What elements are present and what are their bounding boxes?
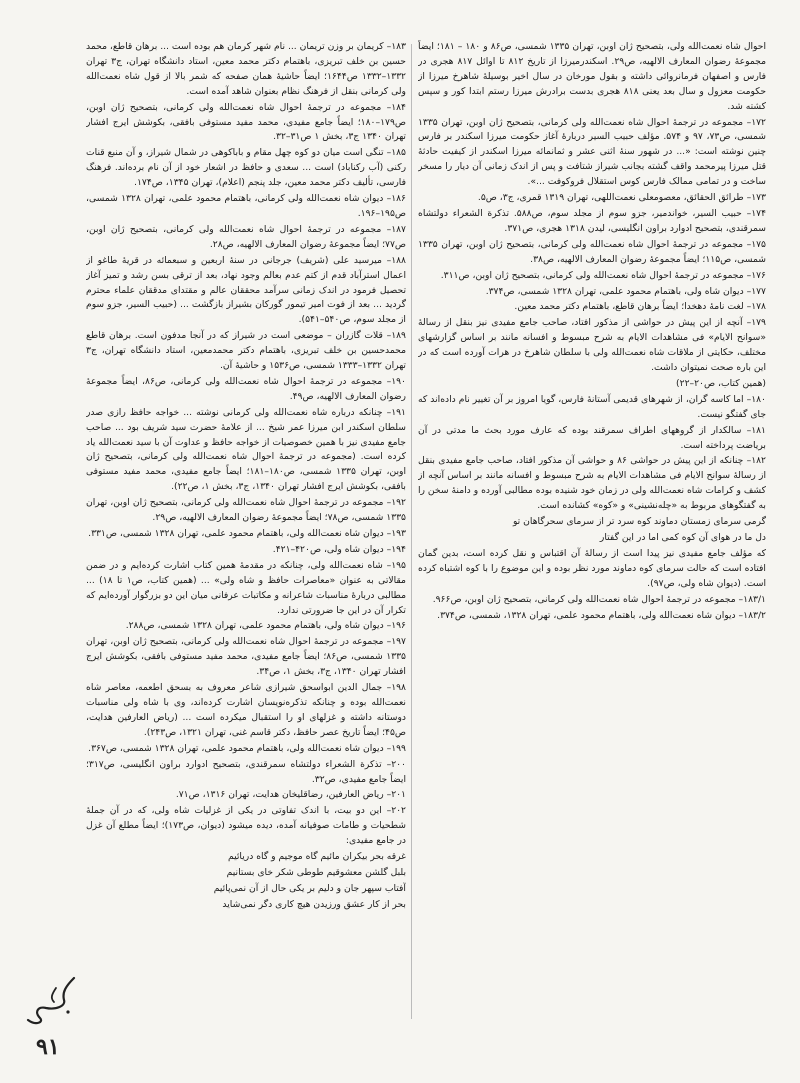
right-column-footnote: گرمی سرمای زمستان دماوند کوه سرد تر از سرمای سحرگاهان تو	[512, 516, 766, 528]
left-column-footnote: ۱۸۳– کریمان بر وزن تریمان ... نام شهر کرمان هم بوده است ... برهان قاطع، محمد حسین بن خلف تبریزی، باهتمام دکتر محمد معین، استاد دانشگاه تهران، ج۳ تهران ۱۳۳۲–۱۳۳۲ ص۱۶۴۴؛ ایضاً حاشیهٔ همان صفحه که شمر بالا از قول شاه نعمت‌الله ولی کرمانی بنقل از فرهنگ نظام بعنوان شاهد آمده است.	[86, 41, 406, 97]
left-column-footnote: بلبل گلشن معشوقیم طوطی شکر خای بستانیم	[226, 866, 406, 878]
left-column-footnote: ۱۹۰– مجموعه در ترجمهٔ احوال شاه نعمت‌الله ولی کرمانی، ص۸۶، ایضاً مجموعهٔ رضوان المعارف الالهیه، ص۴۹.	[86, 375, 406, 402]
left-column-footnote: ۱۹۴– دیوان شاه ولی، ص۴۲۰–۴۲۱.	[272, 543, 406, 555]
page-number: ۹۱	[36, 1034, 60, 1060]
left-column-footnote: ۲۰۲– این دو بیت، با اندک تفاوتی در یکی از غزلیات شاه ولی، که در آن جملهٔ شطحیات و طامات صوفیانه آمده، دیده میشود (دیوان، ص۱۷۳)؛ ایضاً مطلع آن غزل در جامع مفیدی:	[86, 805, 406, 847]
left-column-footnote: ۲۰۰– تذکرة الشعراء دولتشاه سمرقندی، بتصحیح ادوارد براون انگلیسی، ص۳۱۷؛ ایضاً جامع مفیدی، ص۳۲.	[86, 758, 406, 785]
left-column-footnote: ۱۸۸– میرسید علی (شریف) جرجانی در سنهٔ اربعین و سبعمائه در قریهٔ طاغو از اعمال استرآباد قدم از کتم عدم بعالم وجود نهاد، بعد از ترقی بسن رشد و تمیز آغاز تحصیل فرمود در اندک زمانی سرآمد محققان عالم و مقتدای مدققان علماء محترم گردید ... بعد از فوت امیر تیمور گورکان بشیراز بازگشت ... (حبیب السیر، جزو سوم از مجلد سوم، ص۵۴۰–۵۴۱).	[86, 254, 406, 326]
kerman-signature-logo	[16, 970, 86, 1030]
right-column-footnote: ۱۷۴– حبیب السیر، خواندمیر، جزو سوم از مجلد سوم، ص۵۸۸. تذکرة الشعراء دولتشاه سمرقندی، بتصحیح ادوارد براون انگلیسی، لیدن ۱۳۱۸ هجری، ص۳۷۱.	[418, 207, 766, 234]
left-column-footnote: ۱۹۵– شاه نعمت‌الله ولی، چنانکه در مقدمهٔ همین کتاب اشارت کرده‌ایم و در ضمن مقالاتی به عنوان «معاصرات حافظ و شاه ولی» ... (همین کتاب، ص۱ تا ۱۸) ... مطالبی دربارهٔ مناسبات شاعرانه و مکاتبات عرفانی میان این دو بزرگوار آورده‌ایم که تکرار آن در این جا ضرورتی ندارد.	[86, 559, 406, 616]
left-column-footnote: غرقه بحر بیکران مائیم گاه موجیم و گاه دریائیم	[227, 851, 406, 863]
left-column-footnote: آفتاب سپهر جان و دلیم بر یکی حال از آن نمی‌پائیم	[213, 882, 406, 894]
right-column-footnote: احوال شاه نعمت‌الله ولی، بتصحیح ژان اوبن، تهران ۱۳۳۵ شمسی، ص۸۶ و ۱۸۰ – ۱۸۱؛ ایضاً مجموعهٔ رضوان المعارف الالهیه، ص۲۹. اسکندرمیرزا از تاریخ ۸۱۲ تا اوائل ۸۱۷ هجری در فارس و اصفهان فرمانروائی داشته و بقول مورخان در سال اخیر بوسیلهٔ شاهرخ میرزا از حکومت معزول و سال بعد یعنی ۸۱۸ هجری بدست برادرش میرزا رستم ابتدا کور و سپس کشته شد.	[418, 41, 766, 112]
left-column	[86, 40, 406, 1025]
right-column-footnote: ۱۷۸– لغت نامهٔ دهخدا؛ ایضاً برهان قاطع، باهتمام دکتر محمد معین.	[514, 301, 766, 313]
right-column-footnote: ۱۷۳– طرائق الحقائق، معصومعلی نعمت‌اللهی، تهران ۱۳۱۹ قمری، ج۳، ص۵.	[477, 192, 766, 204]
left-column-footnote: ۱۸۷– مجموعه در ترجمهٔ احوال شاه نعمت‌الله ولی کرمانی، بتصحیح ژان اوبن، ص۷۷؛ ایضاً مجموعهٔ رضوان المعارف الالهیه، ص۲۸.	[86, 223, 406, 250]
left-column-footnote: ۱۹۱– چنانکه درباره شاه نعمت‌الله ولی کرمانی نوشته ... خواجه حافظ رازی صدر سلطان اسکندر ابن میرزا عمر شیخ ... از علامهٔ حضرت سید شریف بود ... صاحب جامع مفیدی نیز با همین خصوصیات از خواجه حافظ و عداوت آن با سید نعمت‌الله یاد کرده است. (مجموعه در ترجمهٔ احوال شاه نعمت‌الله ولی کرمانی، بتصحیح ژان اوبن، تهران ۱۳۳۵ شمسی، ص۱۸۰–۱۸۱؛ ایضاً جامع مفیدی، محمد مفید مستوفی بافقی، بکوشش ایرج افشار تهران ۱۳۴۰، ج۳، بخش ۱، ص۲۲).	[86, 406, 406, 493]
left-column-footnote: ۱۸۵– تنگی است میان دو کوه چهل مقام و باباکوهی در شمال شیراز، و آن منبع قنات رکنی (آب رکناباد) است ... سعدی و حافظ در اشعار خود از آن نام برده‌اند. فرهنگ فارسی، تألیف دکتر محمد معین، جلد پنجم (اعلام)، تهران ۱۳۴۵، ص۱۷۴.	[86, 147, 406, 189]
left-column-footnote: ۱۸۹– قلات گازران – موضعی است در شیراز که در آنجا مدفون است. برهان قاطع محمدحسین بن خلف تبریزی، باهتمام دکتر محمدمعین، استاد دانشگاه تهران، ج۳ تهران ۱۳۳۲–۱۳۳۳ شمسی، ص۱۵۳۶ و حاشیهٔ آن.	[86, 330, 406, 372]
column-divider	[411, 44, 412, 1019]
left-column-footnote: ۱۸۴– مجموعه در ترجمهٔ احوال شاه نعمت‌الله ولی کرمانی، بتصحیح ژان اوبن، ص۱۷۹–۱۸۰؛ ایضاً جامع مفیدی، محمد مفید مستوفی بافقی، بکوشش ایرج افشار تهران ۱۳۴۰ ج۳، بخش ۱ ص۳۱–۳۲.	[86, 101, 406, 143]
right-column-footnote: ۱۷۹– آنچه از این پیش در حواشی از مذکور افتاد، صاحب جامع مفیدی نیز بنقل از رسالهٔ «سوانح الایام» فی مشاهدات الایام به شرح مبسوط و افسانه مانند بر اساس گزارشهای مختلف، حکایتی از ملاقات شاه نعمت‌الله ولی با سلطان شاهرخ در هرات آورده است که در این باره صحت نمیتوان داشت.	[418, 317, 766, 374]
right-column-footnote: ۱۸۳/۲– دیوان شاه نعمت‌الله ولی، باهتمام محمود علمی، تهران ۱۳۲۸، شمسی، ص۳۷۴.	[437, 609, 766, 621]
right-column-footnote: ۱۸۰– اما کاسه گران، از شهرهای قدیمی آستانهٔ فارس، گویا امروز بر آن تغییر نام داده‌اند که جای گفتگو نیست.	[418, 393, 766, 420]
left-column-footnote: ۱۹۸– جمال الدین ابواسحق شیرازی شاعر معروف به بسحق اطعمه، معاصر شاه نعمت‌الله بوده و چنانکه تذکره‌نویسان اشارت کرده‌اند، وی با شاه ولی مناسبات دوستانه داشته و غزلهای او را استقبال میکرده است ... (ریاض العارفین هدایت، ص۴۵؛ ایضاً تاریخ عصر حافظ، دکتر قاسم غنی، تهران ۱۳۲۱، ص۲۴۳).	[86, 682, 406, 738]
right-column-footnote: ۱۷۲– مجموعه در ترجمهٔ احوال شاه نعمت‌الله ولی کرمانی، بتصحیح ژان اوبن، تهران ۱۳۳۵ شمسی، ص۷۳، ۹۷ و ۵۷۴. مؤلف حبیب السیر دربارهٔ آغاز حکومت میرزا اسکندر بر فارس چنین نوشته است: «... در شهور سنهٔ اثنی عشر و ثمانمائه میرزا اسکندر از کیفیت حادثهٔ قتل میرزا پیرمحمد واقف گشته بجانب شیراز شتافت و پس از اندک زمانی آن دیار را مسخر ساخت و در تمامی ممالک فارس کوس استقلال فروکوفت ...».	[418, 116, 766, 188]
right-column-footnote: ۱۸۳/۱– مجموعه در ترجمهٔ احوال شاه نعمت‌الله ولی کرمانی، بتصحیح ژان اوبن، ص۹۶۶.	[432, 593, 766, 605]
right-column-footnote: که مؤلف جامع مفیدی نیز پیدا است از رسالهٔ آن اقتباس و نقل کرده است، بدین گمان افتاده است که حالت سرمای کوه دماوند مورد نظر بوده و این موضوع را با کوه اشتباه کرده است. (دیوان شاه ولی، ص۹۷).	[418, 547, 766, 589]
left-column-footnote: ۱۹۶– دیوان شاه ولی، باهتمام محمود علمی، تهران ۱۳۲۸ شمسی، ص۲۸۸.	[125, 620, 406, 632]
right-column-footnote: ۱۷۷– دیوان شاه ولی، باهتمام محمود علمی، تهران ۱۳۲۸ شمسی، ص۳۷۴.	[485, 285, 766, 297]
left-column-footnote: ۱۹۲– مجموعه در ترجمهٔ احوال شاه نعمت‌الله ولی کرمانی، بتصحیح ژان اوبن، تهران ۱۳۳۵ شمسی، ص۷۸؛ ایضاً مجموعهٔ رضوان المعارف الالهیه، ص۲۹.	[86, 497, 406, 524]
left-column-footnote: بحر از کار عشق ورزیدن هیچ کاری دگر نمی‌شاید	[222, 898, 406, 910]
right-column-footnote: (همین کتاب، ص۲۰–۲۲)	[676, 377, 766, 389]
left-column-footnote: ۲۰۱– ریاض العارفین، رضاقلیخان هدایت، تهران ۱۳۱۶، ص۷۱.	[175, 789, 406, 801]
right-column-footnote: ۱۷۵– مجموعه در ترجمهٔ احوال شاه نعمت‌الله ولی کرمانی، بتصحیح ژان اوبن، تهران ۱۳۳۵ شمسی، ص۱۱۵؛ ایضاً مجموعهٔ رضوان المعارف الالهیه، ص۳۸.	[418, 238, 766, 265]
right-column-footnote: ۱۷۶– مجموعه در ترجمهٔ احوال شاه نعمت‌الله ولی کرمانی، بتصحیح ژان اوبن، ص۳۱۱.	[440, 269, 766, 281]
left-column-footnote: ۱۹۷– مجموعه در ترجمهٔ احوال شاه نعمت‌الله ولی کرمانی، بتصحیح ژان اوبن، تهران ۱۳۳۵ شمسی، ص۸۶؛ ایضاً جامع مفیدی، محمد مفید مستوفی بافقی، بکوشش ایرج افشار تهران ۱۳۴۰، ج۳، بخش ۱، ص۳۴.	[86, 636, 406, 678]
left-column-footnote: ۱۸۶– دیوان شاه نعمت‌الله ولی کرمانی، باهتمام محمود علمی، تهران ۱۳۲۸ شمسی، ص۱۹۵–۱۹۶.	[86, 193, 406, 219]
left-column-footnote: ۱۹۳– دیوان شاه نعمت‌الله ولی، باهتمام محمود علمی، تهران ۱۳۲۸ شمسی، ص۳۳۱.	[88, 528, 406, 539]
right-column-footnote: ۱۸۱– سالکدار از گروههای اطراف سمرقند بوده که عارف مورد بحث ما مدتی در آن بریاضت پرداخته است.	[418, 424, 766, 451]
right-column-footnote: ۱۸۲– چنانکه از این پیش در حواشی ۸۶ و حواشی آن مذکور افتاد، صاحب جامع مفیدی بنقل از رسالهٔ سوانح الایام فی مشاهدات الایام به شرح مبسوط و افسانه مانند بر اساس آنچه از کشف و کرامات شاه نعمت‌الله ولی در زمان خود شنیده بوده مطالبی آورده و دامنهٔ سخن را به گفتگوهای مربوط به «چله‌نشینی» و «کوه» کشانده است.	[418, 455, 766, 512]
right-column	[418, 40, 766, 1025]
left-column-footnote: ۱۹۹– دیوان شاه نعمت‌الله ولی، باهتمام محمود علمی، تهران ۱۳۲۸ شمسی، ص۳۶۷.	[88, 742, 406, 754]
right-column-footnote: دل ما در هوای آن کوه کمی اما در این گفتار	[599, 532, 766, 543]
